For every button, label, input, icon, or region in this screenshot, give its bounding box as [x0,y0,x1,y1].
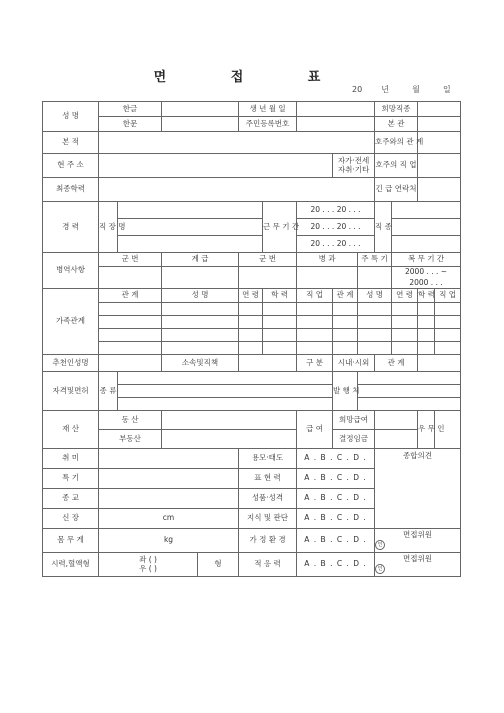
workplace-field-1[interactable] [118,202,263,219]
family-header-5: 관 계 [333,289,358,303]
issuer-label: 발 행 처 [333,372,358,411]
military-field-3[interactable] [297,267,358,289]
license-kind-field-3[interactable] [118,398,333,411]
rating-scale-2[interactable]: A . B . C . D . [297,489,375,509]
home-type-2: 자취·기타 [337,164,370,174]
family-cell[interactable] [435,329,461,342]
family-cell[interactable] [162,303,239,316]
family-cell[interactable] [99,303,162,316]
family-cell[interactable] [435,303,461,316]
decided-salary-field[interactable] [375,430,418,449]
hanja-name-field[interactable] [162,117,239,132]
rating-label-1: 표 현 력 [239,469,297,489]
desired-salary-field[interactable] [375,411,418,430]
family-cell[interactable] [392,329,418,342]
issuer-field-1[interactable] [358,372,461,385]
military-field-1[interactable] [162,267,239,289]
address-label: 현 주 소 [43,154,99,178]
rating-label-5: 적 응 력 [239,553,297,577]
family-header-0: 관 계 [99,289,162,303]
hobby-field[interactable] [99,449,239,469]
rating-scale-0[interactable]: A . B . C . D . [297,449,375,469]
interviewer-1-label: 면접위원 [403,530,433,540]
classification-label: 구 분 [297,355,333,372]
family-cell[interactable] [418,303,435,316]
family-cell[interactable] [418,316,435,329]
family-cell[interactable] [162,342,239,355]
position-field-3[interactable] [392,236,461,253]
military-header-5: 복 무 기 간 [392,253,461,267]
family-cell[interactable] [297,316,333,329]
seal-icon: 인 [375,564,385,574]
family-cell[interactable] [435,316,461,329]
family-cell[interactable] [239,316,263,329]
family-cell[interactable] [263,329,297,342]
relation-head-label: 호주와의 관 계 [375,132,418,154]
date-line [352,84,451,95]
weight-label: 몸 무 게 [43,529,99,553]
military-service-start[interactable]: 2000 . . . ~ [392,267,461,278]
position-label: 직 종 [375,202,392,253]
family-cell[interactable] [333,303,358,316]
period-field-1[interactable]: 20 . . . 20 . . . [297,202,375,219]
family-header-2: 연 령 [239,289,263,303]
family-header-4: 직 업 [297,289,333,303]
height-unit: cm [162,513,175,523]
korean-name-label: 한글 [99,102,162,117]
military-header-2: 군 번 [239,253,297,267]
interview-form-table [42,101,461,577]
family-header-6: 성 명 [358,289,392,303]
blood-unit: 형 [198,553,239,577]
family-cell[interactable] [333,342,358,355]
height-label: 신 장 [43,509,99,529]
assets-label: 재 산 [43,411,99,449]
rating-label-0: 용모·태도 [239,449,297,469]
referrer-field[interactable] [99,355,162,372]
relationship-label: 관 계 [375,355,418,372]
issuer-field-2[interactable] [358,385,461,398]
family-header-7: 연 령 [392,289,418,303]
license-kind-field-2[interactable] [118,385,333,398]
family-cell[interactable] [239,342,263,355]
wait-label: 우 무 인 [418,411,435,449]
military-field-4[interactable] [358,267,392,289]
rating-label-3: 지식 및 판단 [239,509,297,529]
name-label: 성 명 [43,102,99,132]
rating-label-2: 성품·성격 [239,489,297,509]
rating-scale-5[interactable]: A . B . C . D . [297,553,375,577]
real-estate-label: 부동산 [99,430,162,449]
vision-field[interactable] [99,553,198,577]
interviewer-1[interactable] [375,529,461,553]
family-header-3: 학 력 [263,289,297,303]
education-field[interactable] [99,178,375,202]
address-field[interactable] [99,154,333,178]
workplace-field-2[interactable] [118,219,263,236]
domicile-field[interactable] [99,132,375,154]
period-field-2[interactable]: 20 . . . 20 . . . [297,219,375,236]
military-label: 병역사항 [43,253,99,289]
head-job-label: 호주의 직 업 [375,154,418,178]
interviewer-2[interactable] [375,553,461,577]
military-header-0: 군 번 [99,253,162,267]
date-year-unit: 년 [381,85,390,94]
family-cell[interactable] [435,342,461,355]
interviewer-2-label: 면접위원 [403,554,433,564]
religion-label: 종 교 [43,489,99,509]
military-header-4: 주 특 기 [358,253,392,267]
korean-name-field[interactable] [162,102,239,117]
military-header-1: 계 급 [162,253,239,267]
period-label: 근 무 기 간 [263,202,297,253]
movable-field[interactable] [162,411,297,430]
branch-field[interactable] [418,117,461,132]
military-field-2[interactable] [239,267,297,289]
family-cell[interactable] [263,303,297,316]
hobby-label: 취 미 [43,449,99,469]
vision-label: 시력,혈액형 [43,553,99,577]
rating-scale-3[interactable]: A . B . C . D . [297,509,375,529]
family-cell[interactable] [358,342,392,355]
rrn-label: 주민등록번호 [239,117,297,132]
desired-job-field[interactable] [418,102,461,117]
family-cell[interactable] [162,329,239,342]
workplace-field-3[interactable] [118,236,263,253]
emergency-label: 긴 급 연락처 [375,178,418,202]
family-cell[interactable] [358,303,392,316]
family-cell[interactable] [392,303,418,316]
specialty-field[interactable] [99,469,239,489]
vision-left: 좌 ( ) [139,555,157,565]
rating-scale-1[interactable]: A . B . C . D . [297,469,375,489]
period-field-3[interactable]: 20 . . . 20 . . . [297,236,375,253]
weight-unit: kg [163,535,174,545]
desired-job-label: 희망직종 [375,102,418,117]
date-day-unit: 일 [442,85,451,94]
classification-value: 시내·시외 [333,355,375,372]
salary-label: 급 여 [297,411,333,449]
military-header-3: 병 과 [297,253,358,267]
rrn-field[interactable] [297,117,375,132]
position-field-2[interactable] [392,219,461,236]
family-label: 가족관계 [43,289,99,355]
religion-field[interactable] [99,489,239,509]
family-cell[interactable] [358,329,392,342]
relationship-field[interactable] [418,355,461,372]
family-cell[interactable] [297,303,333,316]
workplace-label: 직 장 명 [99,202,118,253]
height-field[interactable] [99,509,239,529]
head-job-field[interactable] [418,154,461,178]
family-cell[interactable] [263,342,297,355]
education-label: 최종학력 [43,178,99,202]
birth-field[interactable] [297,102,375,117]
real-estate-field[interactable] [162,430,297,449]
family-header-8: 학 력 [418,289,435,303]
career-label: 경 력 [43,202,99,253]
family-cell[interactable] [418,329,435,342]
family-header-1: 성 명 [162,289,239,303]
decided-salary-label: 결정임금 [333,430,375,449]
weight-field[interactable] [99,529,239,553]
referrer-org-label: 소속및직책 [162,355,239,372]
family-cell[interactable] [263,316,297,329]
family-cell[interactable] [333,316,358,329]
family-cell[interactable] [297,329,333,342]
family-cell[interactable] [239,329,263,342]
form-title: 면 접 표 [153,70,351,85]
rating-label-4: 가 정 환 경 [239,529,297,553]
family-cell[interactable] [99,342,162,355]
home-type-1: 자가·전세 [337,156,370,166]
date-month-unit: 월 [412,85,420,94]
license-kind-label: 종 류 [99,372,118,411]
license-label: 자격및면허 [43,372,99,411]
family-header-9: 직 업 [435,289,461,303]
overall-opinion[interactable] [375,449,461,529]
vision-right: 우 ( ) [139,563,157,573]
rating-scale-4[interactable]: A . B . C . D . [297,529,375,553]
home-type [333,154,375,178]
overall-opinion-label: 종합의견 [403,451,433,460]
family-cell[interactable] [99,329,162,342]
date-year-prefix: 20 [352,85,363,94]
family-cell[interactable] [392,316,418,329]
military-field-0[interactable] [99,267,162,289]
license-kind-field-1[interactable] [118,372,333,385]
family-cell[interactable] [358,316,392,329]
family-cell[interactable] [162,316,239,329]
relation-head-field[interactable] [418,132,461,154]
family-cell[interactable] [297,342,333,355]
desired-salary-label: 희망급여 [333,411,375,430]
family-cell[interactable] [333,329,358,342]
branch-label: 본 관 [375,117,418,132]
specialty-label: 특 기 [43,469,99,489]
referrer-label: 추천인성명 [43,355,99,372]
military-service-end[interactable]: 2000 . . . [392,278,461,289]
domicile-label: 본 적 [43,132,99,154]
seal-icon: 인 [375,540,385,550]
family-cell[interactable] [99,316,162,329]
referrer-org-field[interactable] [239,355,297,372]
family-cell[interactable] [418,342,435,355]
position-field-1[interactable] [392,202,461,219]
family-cell[interactable] [392,342,418,355]
family-cell[interactable] [239,303,263,316]
issuer-field-3[interactable] [358,398,461,411]
hanja-name-label: 한문 [99,117,162,132]
emergency-field[interactable] [418,178,461,202]
movable-label: 동 산 [99,411,162,430]
birth-label: 생 년 월 일 [239,102,297,117]
